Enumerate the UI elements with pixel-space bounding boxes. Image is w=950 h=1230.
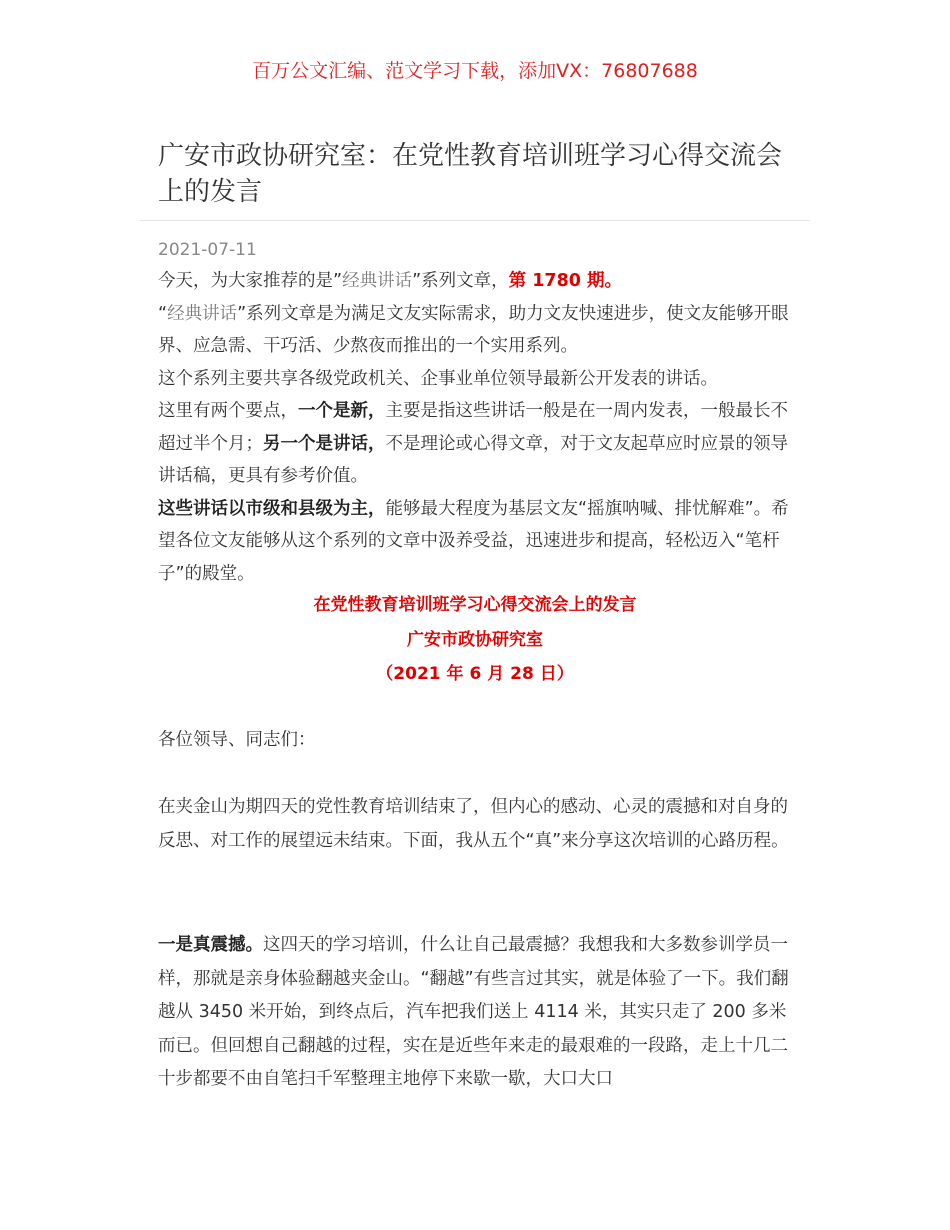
- promo-banner: 百万公文汇编、范文学习下载，添加VX：76807688: [252, 60, 698, 82]
- text: 这里有两个要点，: [158, 401, 298, 421]
- text: 这四天的学习培训，什么让自己最震撼？我想我和大多数参训学员一样，那就是亲身体验翻越夹金山。“翻越”有些言过其实，就是体验了一下。我们翻越从 3450 米开始，到终点后，汽车把我们送上 4114 米，其实只走了 200 多米而已。但回想自己翻越的过程，实在是近些年来走的最艰难的一段路，走上十几二十步都要不由自笔扫千军整理主地停下来歇一歇，大口大口: [158, 935, 789, 1089]
- article-title: 广安市政协研究室：在党性教育培训班学习心得交流会上的发言: [158, 141, 783, 207]
- intro-paragraph: [158, 493, 796, 591]
- bold-text: 这些讲话以市级和县级为主，: [158, 498, 386, 519]
- intro-paragraph: [158, 298, 796, 363]
- text: ”系列文章是为满足文友实际需求，助力文友快速进步，使文友能够开眼界、应急需、干巧活、少熬夜而推出的一个实用系列。: [158, 303, 789, 356]
- divider: [140, 220, 810, 221]
- intro-paragraph: 这个系列主要共享各级党政机关、企事业单位领导最新公开发表的讲话。: [158, 368, 718, 389]
- greeting: 各位领导、同志们：: [158, 730, 316, 750]
- series-intro: [158, 265, 796, 590]
- text: 经典讲话: [342, 271, 413, 291]
- text: 不是理论或心得文章，对于文友起草应时应景的领导讲话稿，更具有参考价值。: [158, 433, 788, 486]
- text: “: [158, 303, 168, 324]
- bold-text: 另一个是讲话，: [263, 433, 386, 454]
- intro-paragraph: [158, 395, 796, 493]
- bold-text: 一个是新，: [298, 401, 386, 421]
- text: ”系列文章，: [412, 271, 509, 291]
- publish-date: 2021-07-11: [158, 240, 257, 260]
- text: 今天，为大家推荐的是”: [158, 271, 343, 291]
- issue-number: 第 1780 期。: [508, 271, 623, 291]
- speech-date: （2021 年 6 月 28 日）: [376, 664, 574, 684]
- text: 经典讲话: [167, 303, 238, 324]
- speech-org: 广安市政协研究室: [407, 630, 543, 650]
- text: 能够最大程度为基层文友“摇旗呐喊、排忧解难”。希望各位文友能够从这个系列的文章中汲养受益，迅速进步和提高，轻松迈入“笔杆子”的殿堂。: [158, 498, 789, 584]
- body-paragraph-1: 在夹金山为期四天的党性教育培训结束了，但内心的感动、心灵的震撼和对自身的反思、对工作的展望远未结束。下面，我从五个“真”来分享这次培训的心路历程。: [158, 797, 789, 851]
- intro-paragraph: [158, 265, 796, 298]
- speech-title: 在党性教育培训班学习心得交流会上的发言: [313, 595, 637, 615]
- body-paragraph-2: [158, 929, 796, 1097]
- text: 主要是指这些讲话一般是在一周内发表，一般最长不超过半个月；: [158, 401, 788, 454]
- bold-text: 一是真震撼。: [158, 935, 263, 955]
